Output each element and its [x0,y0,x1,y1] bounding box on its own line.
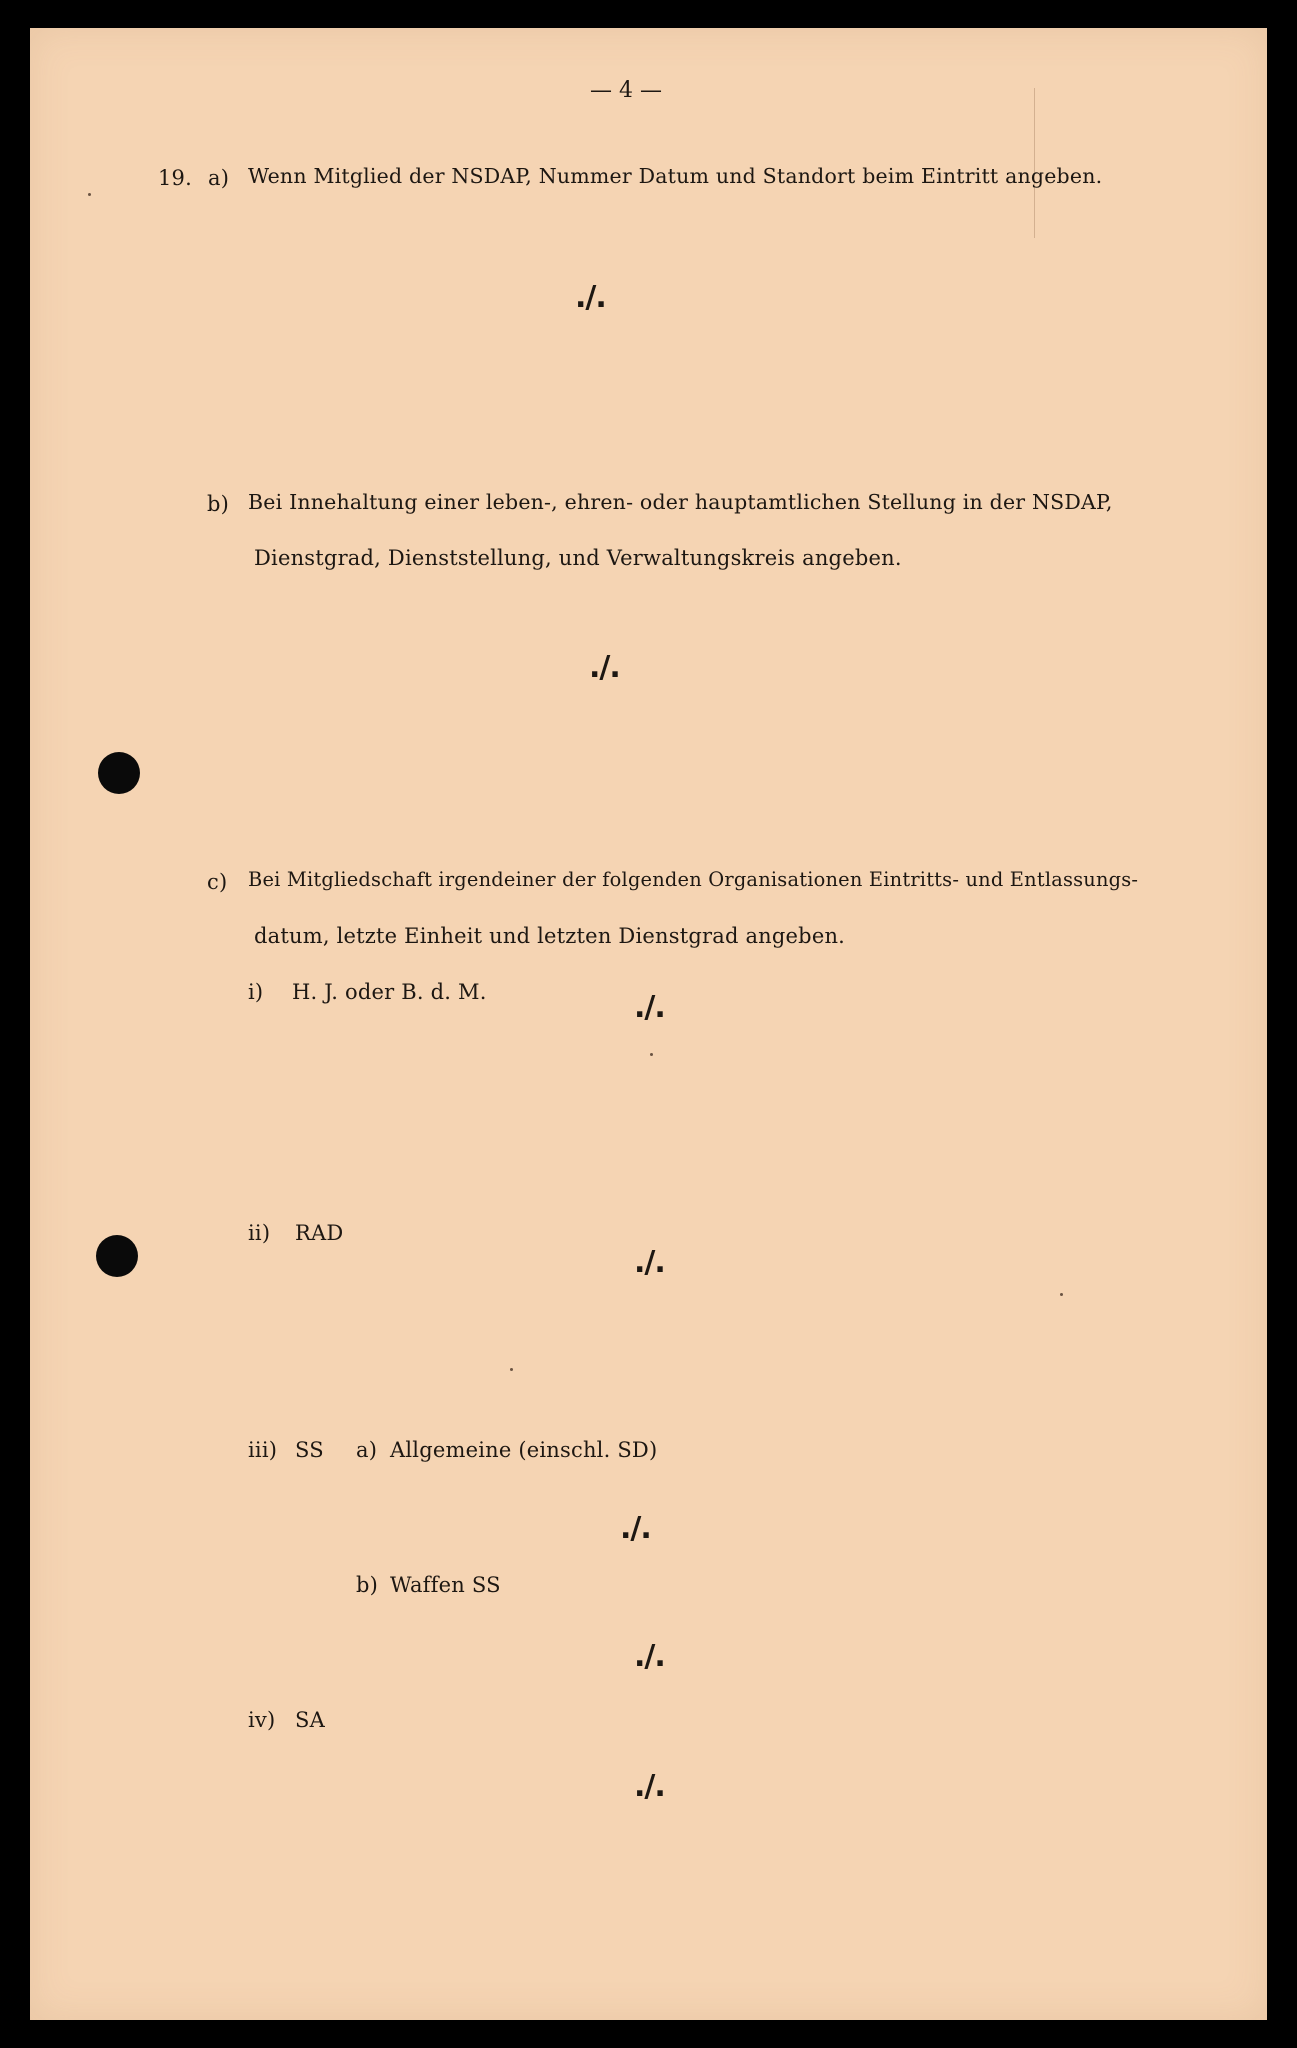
paper-speck [88,193,91,196]
item-iii-a-label: a) [356,1438,378,1462]
paper-crease [1034,88,1035,238]
question-a-label: a) [208,166,230,190]
item-iv-text: SA [295,1708,325,1732]
item-iii-b-text: Waffen SS [390,1573,501,1597]
item-iv-answer: ./. [634,1769,665,1804]
item-iii-text: SS [295,1438,324,1462]
item-iv-label: iv) [248,1708,276,1732]
item-i-answer: ./. [634,990,665,1025]
item-ii-label: ii) [248,1221,271,1245]
question-b-line1: Bei Innehaltung einer leben-, ehren- oder hauptamtlichen Stellung in der NSDAP, [248,490,1113,514]
item-iii-b-label: b) [356,1573,379,1597]
question-a-text: Wenn Mitglied der NSDAP, Nummer Datum und Standort beim Eintritt angeben. [248,164,1103,188]
punch-hole-top [98,752,140,794]
question-b-label: b) [207,492,230,516]
question-c-line2: datum, letzte Einheit und letzten Dienstgrad angeben. [254,924,846,948]
punch-hole-bottom [96,1235,138,1277]
item-i-text: H. J. oder B. d. M. [292,980,487,1004]
item-i-label: i) [248,980,264,1004]
item-ii-answer: ./. [634,1245,665,1280]
item-ii-text: RAD [295,1221,344,1245]
question-b-answer: ./. [589,650,620,685]
question-number: 19. [158,166,192,190]
question-a-answer: ./. [575,280,606,315]
question-b-line2: Dienstgrad, Dienststellung, und Verwaltungskreis angeben. [254,546,902,570]
document-page [30,28,1267,2020]
paper-speck [650,1053,653,1056]
paper-speck [510,1368,513,1371]
item-iii-b-answer: ./. [634,1639,665,1674]
item-iii-label: iii) [248,1438,278,1462]
item-iii-a-text: Allgemeine (einschl. SD) [390,1438,658,1462]
question-c-line1: Bei Mitgliedschaft irgendeiner der folgenden Organisationen Eintritts- und Entlassungs- [248,868,1139,891]
item-iii-a-answer: ./. [620,1511,651,1546]
question-c-label: c) [207,870,228,894]
paper-speck [1060,1293,1063,1296]
page-number: — 4 — [590,78,662,103]
